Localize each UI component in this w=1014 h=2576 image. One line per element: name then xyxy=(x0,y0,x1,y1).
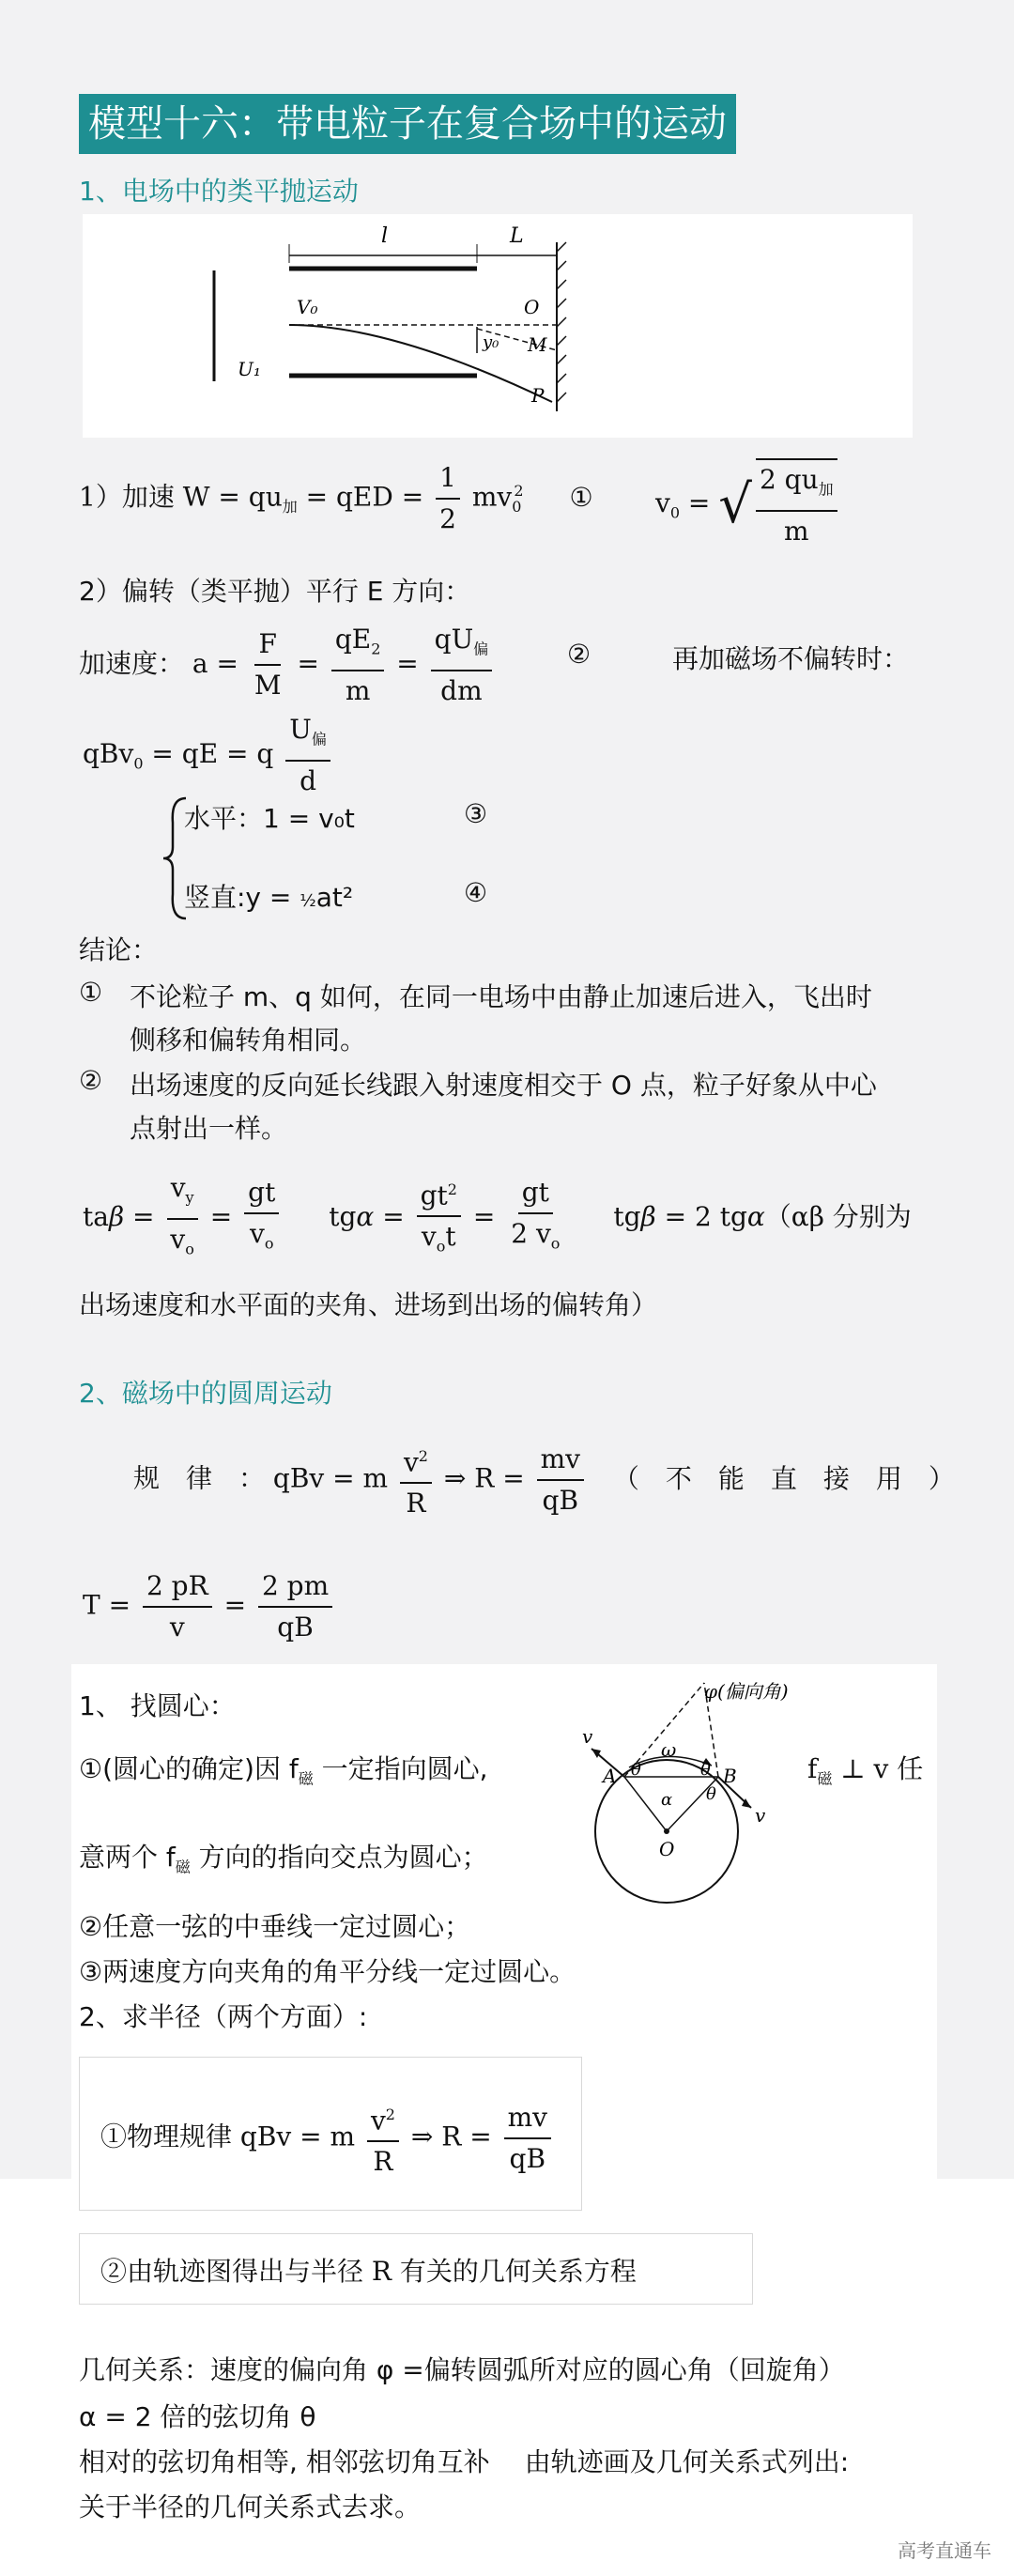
fc1-tail: 一定指向圆心, xyxy=(313,1753,488,1784)
fc1-line2-text: 意两个 f xyxy=(79,1842,176,1873)
page-title: 模型十六：带电粒子在复合场中的运动 xyxy=(79,94,736,154)
label-P: P xyxy=(531,384,545,407)
deflect-heading: 2）偏转（类平抛）平行 E 方向： xyxy=(79,576,471,607)
perp-note xyxy=(807,1749,923,1789)
perp-tail: ⊥ v 任 xyxy=(832,1753,924,1784)
qbv-formula: qBv$_0$ = qE = q $\frac{U_偏}{d}$ xyxy=(83,710,334,801)
accel-mv: mv xyxy=(471,481,513,513)
label-omega: ω xyxy=(661,1738,677,1761)
v0-formula: $v_0$ = √ $\frac{2 qu_加}{m}$ xyxy=(655,458,841,551)
section1-heading: 1、电场中的类平抛运动 xyxy=(79,176,359,207)
fc1-line2-tail: 方向的指向交点为圆心； xyxy=(190,1842,488,1873)
box1-formula: ①物理规律 qBv = m $\frac{v^2}{R}$ ⇒ R = $\frac{mv}{qB}$ xyxy=(100,2095,555,2182)
perp-sub: 磁 xyxy=(817,1769,833,1788)
plates-figure xyxy=(83,214,913,438)
fc2: ②任意一弦的中垂线一定过圆心； xyxy=(79,1911,471,1942)
label-B: B xyxy=(723,1765,737,1787)
accel-rate-label: 加速度： xyxy=(79,647,185,679)
no-deflect-label: 再加磁场不偏转时： xyxy=(672,643,910,674)
sqrt-num: 2 qu xyxy=(759,464,819,495)
accel-mid: = qED = xyxy=(297,481,433,513)
v0-sub: 0 xyxy=(669,503,681,522)
label-M: M xyxy=(528,333,547,356)
horizontal-eq: 水平：1 = v₀t xyxy=(184,803,355,834)
accel-rate-line: 加速度： a = $\frac{F}{M}$ = $\frac{qE_2}{m}$ = $\frac{qU_偏}{dm}$ xyxy=(79,620,496,711)
geo-line1: 几何关系：速度的偏向角 φ =偏转圆弧所对应的圆心角（回旋角） xyxy=(79,2354,845,2385)
vertical-tail: at² xyxy=(315,882,354,913)
label-A: A xyxy=(603,1765,617,1787)
circle-3: ③ xyxy=(464,798,488,829)
label-O-center: O xyxy=(659,1838,675,1860)
box1-label: ①物理规律 xyxy=(100,2121,233,2152)
footer-watermark: 高考直通车 xyxy=(898,2539,991,2562)
conclusion-label: 结论： xyxy=(79,934,159,965)
accel-label: 1）加速 xyxy=(79,481,175,513)
v0-symbol: v xyxy=(655,486,670,518)
tan-formulas: taβ = $\frac{v_y}{v_o}$ = $\frac{gt}{v_o}$ tgα = $\frac{gt^2}{v_ot}$ = $\frac{gt}{2 v_o}$ tgβ = 2 tgα（αβ 分别为 xyxy=(83,1168,912,1269)
label-theta-b: θ xyxy=(700,1760,711,1780)
tan-tail: （αβ 分别为 xyxy=(764,1201,912,1233)
fc1-line2 xyxy=(79,1837,488,1877)
vertical-eq: 竖直:y = ½at² xyxy=(184,882,354,913)
geo-line3: 相对的弦切角相等, 相邻弦切角互补 由轨迹画及几何关系式列出: xyxy=(79,2446,850,2477)
period-formula: T = $\frac{2 pR}{v}$ = $\frac{2 pm}{qB}$ xyxy=(83,1566,336,1647)
c2-line1: 出场速度的反向延长线跟入射速度相交于 O 点，粒子好象从中心 xyxy=(130,1070,877,1101)
label-v2: v xyxy=(755,1804,766,1827)
sqrt-den: m xyxy=(784,515,809,547)
box2-text: ②由轨迹图得出与半径 R 有关的几何关系方程 xyxy=(100,2256,637,2287)
circle-2: ② xyxy=(567,639,592,670)
label-theta-c: θ xyxy=(706,1784,716,1804)
find-center-heading: 1、 找圆心： xyxy=(79,1690,236,1721)
circle-1: ① xyxy=(569,481,593,513)
c2-mark: ② xyxy=(79,1065,103,1096)
plates-diagram xyxy=(83,214,913,438)
accel-line: 1）加速 $W = qu_加$ = qED = $\frac{1}{2}$ $mv_0^2$ ① xyxy=(79,458,593,539)
label-phi: φ(偏向角) xyxy=(704,1680,789,1703)
c1-mark: ① xyxy=(79,977,103,1008)
geo-line4: 关于半径的几何关系式去求。 xyxy=(79,2491,422,2522)
c1-line1: 不论粒子 m、q 如何，在同一电场中由静止加速后进入，飞出时 xyxy=(130,981,872,1012)
label-l: l xyxy=(381,224,389,248)
geo-line2: α = 2 倍的弦切角 θ xyxy=(79,2401,316,2432)
find-radius-heading: 2、求半径（两个方面）: xyxy=(79,2001,368,2032)
label-L: L xyxy=(510,224,524,248)
label-v: v xyxy=(582,1725,593,1748)
label-U1: U₁ xyxy=(238,358,261,380)
accel-sub: 加 xyxy=(282,498,298,517)
law-note: （ 不 能 直 接 用 ） xyxy=(612,1462,955,1494)
tan-line2: 出场速度和水平面的夹角、进场到出场的偏转角） xyxy=(79,1289,658,1320)
circle-4: ④ xyxy=(464,877,488,908)
fc1-text: ①(圆心的确定)因 f xyxy=(79,1753,299,1784)
label-O: O xyxy=(524,296,540,318)
fc1-line1 xyxy=(79,1749,488,1789)
vertical-label: 竖直:y = xyxy=(184,882,300,913)
fc1-sub: 磁 xyxy=(298,1769,314,1788)
geometry-box xyxy=(79,2233,753,2305)
accel-formula: W = qu xyxy=(182,481,283,513)
fc1-line2-sub: 磁 xyxy=(175,1858,191,1876)
section2-heading: 2、磁场中的圆周运动 xyxy=(79,1378,332,1409)
label-v0: V₀ xyxy=(297,296,318,318)
c1-line2: 侧移和偏转角相同。 xyxy=(130,1025,367,1056)
label-y0: y₀ xyxy=(483,332,499,352)
perp-f: f xyxy=(807,1753,818,1784)
fc3: ③两速度方向夹角的角平分线一定过圆心。 xyxy=(79,1956,576,1987)
label-alpha: α xyxy=(661,1790,673,1810)
c2-line2: 点射出一样。 xyxy=(130,1113,288,1144)
physics-law-box xyxy=(79,2057,582,2211)
circle-figure xyxy=(563,1672,789,1906)
law-formula: 规 律 ： qBv = m $\frac{v^2}{R}$ ⇒ R = $\frac{mv}{qB}$ （ 不 能 直 接 用 ） xyxy=(133,1437,955,1523)
label-theta-a: θ xyxy=(631,1760,641,1780)
sqrt-sub: 加 xyxy=(818,480,834,499)
law-label: 规 律 ： xyxy=(133,1462,266,1494)
